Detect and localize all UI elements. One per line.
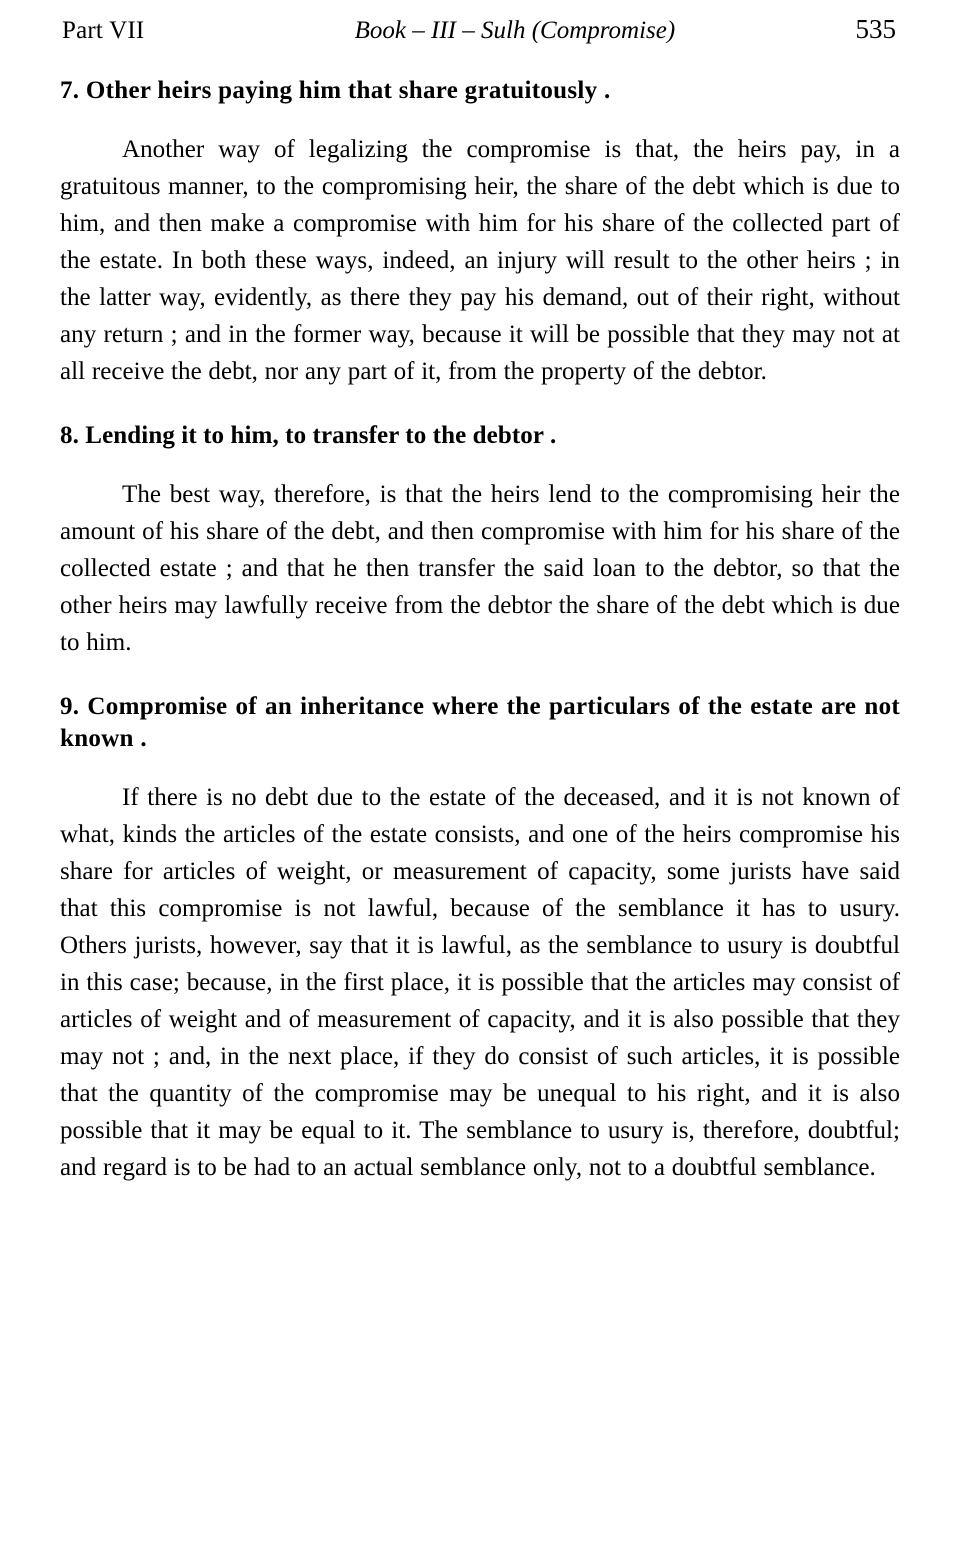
section-heading-9: 9. Compromise of an inheritance where the particulars of the estate are not known .: [60, 693, 900, 752]
spacer: [60, 396, 900, 420]
section-heading-8: 8. Lending it to him, to transfer to the debtor .: [60, 422, 557, 449]
running-head-book-title: Book – III – Sulh (Compromise): [354, 17, 676, 44]
section-heading-7: 7. Other heirs paying him that share gratuitously .: [60, 77, 611, 104]
running-head-part: Part VII: [62, 17, 145, 44]
section-paragraph-8: The best way, therefore, is that the heirs lend to the compromising heir the amount of his share of the debt, and then compromise with him for his share of the collected estate ; and that he then transfer the said loan to the debtor, so that the other heirs may lawfully receive from the debtor the share of the debt which is due to him.: [60, 481, 900, 656]
section-paragraph-7: Another way of legalizing the compromise is that, the heirs pay, in a gratuitous manner, to the compromising heir, the share of the debt which is due to him, and then make a compromise with him for his share of the collected part of the estate. In both these ways, indeed, an injury will result to the other heirs ; in the latter way, evidently, as there they pay his demand, out of their right, without any return ; and in the former way, because it will be possible that they may not at all receive the debt, nor any part of it, from the property of the debtor.: [60, 136, 900, 385]
spacer: [60, 667, 900, 691]
running-head: [60, 14, 900, 45]
page-number: 535: [855, 14, 896, 44]
spacer: [60, 117, 900, 131]
section-paragraph-9: If there is no debt due to the estate of the deceased, and it is not known of what, kinds the articles of the estate consists, and one of the heirs compromise his share for articles of weight, or measurement of capacity, some jurists have said that this compromise is not lawful, because of the semblance it has to usury. Others jurists, however, say that it is lawful, as the semblance to usury is doubtful in this case; because, in the first place, it is possible that the articles may consist of articles of weight and of measurement of capacity, and it is also possible that they may not ; and, in the next place, if they do consist of such articles, it is possible that the quantity of the compromise may be unequal to his right, and it is also possible that it may be equal to it. The semblance to usury is, therefore, doubtful; and regard is to be had to an actual semblance only, not to a doubtful semblance.: [60, 784, 900, 1181]
spacer: [60, 462, 900, 476]
spacer: [60, 765, 900, 779]
